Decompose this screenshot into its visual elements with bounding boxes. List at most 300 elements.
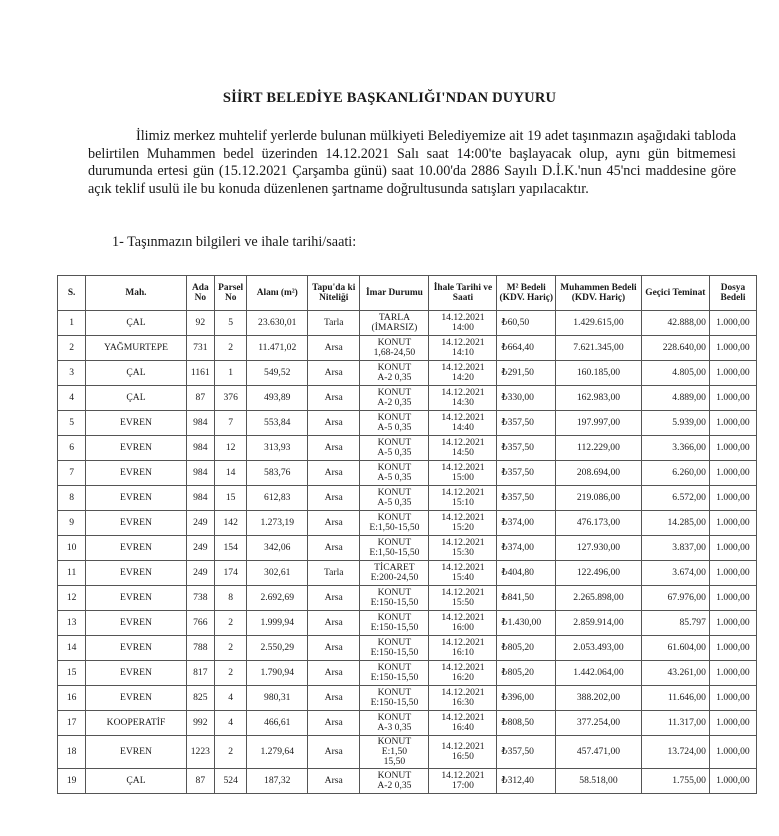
table-row xyxy=(58,486,757,511)
cell-parsel: 142 xyxy=(214,511,246,536)
cell-ihale-tarihi xyxy=(429,461,497,486)
cell-ihale-tarihi-line: 15:30 xyxy=(452,547,474,558)
cell-ihale-tarihi-line: 14:40 xyxy=(452,422,474,433)
cell-gecici-teminat: 3.837,00 xyxy=(641,536,709,561)
cell-imar-line: E:1,50 xyxy=(381,746,408,758)
header-col-gecici-teminat: Geçici Teminat xyxy=(641,276,709,311)
cell-sira: 11 xyxy=(58,561,86,586)
cell-mahalle: EVREN xyxy=(86,636,186,661)
cell-parsel: 2 xyxy=(214,661,246,686)
cell-nitelik: Arsa xyxy=(308,611,360,636)
header-col-ihale-tarihi: İhale Tarihi ve Saati xyxy=(429,276,497,311)
cell-muhammen-bedeli: 58.518,00 xyxy=(556,769,642,794)
cell-gecici-teminat: 1.755,00 xyxy=(641,769,709,794)
cell-imar-line: 1,68-24,50 xyxy=(373,347,416,358)
cell-ihale-tarihi xyxy=(429,361,497,386)
cell-nitelik: Arsa xyxy=(308,661,360,686)
cell-imar xyxy=(360,736,429,769)
cell-parsel: 7 xyxy=(214,411,246,436)
cell-imar-line: (İMARSIZ) xyxy=(371,322,418,333)
cell-parsel: 4 xyxy=(214,711,246,736)
cell-sira: 5 xyxy=(58,411,86,436)
property-table-wrapper xyxy=(57,275,757,794)
cell-alan: 302,61 xyxy=(247,561,308,586)
cell-ihale-tarihi xyxy=(429,436,497,461)
cell-ihale-tarihi-line: 14.12.2021 xyxy=(441,770,485,782)
property-table xyxy=(57,275,757,794)
cell-imar-line: KONUT xyxy=(377,637,412,649)
cell-ihale-tarihi-line: 16:40 xyxy=(452,722,474,733)
cell-imar-line: E:150-15,50 xyxy=(370,697,419,708)
cell-m2-bedeli: ₺1.430,00 xyxy=(497,611,556,636)
cell-m2-bedeli: ₺291,50 xyxy=(497,361,556,386)
table-row xyxy=(58,411,757,436)
cell-ihale-tarihi-line: 14:50 xyxy=(452,447,474,458)
cell-muhammen-bedeli: 7.621.345,00 xyxy=(556,336,642,361)
table-row xyxy=(58,386,757,411)
cell-ihale-tarihi xyxy=(429,536,497,561)
cell-parsel: 15 xyxy=(214,486,246,511)
cell-sira: 17 xyxy=(58,711,86,736)
cell-ihale-tarihi-line: 14.12.2021 xyxy=(441,687,485,699)
cell-ihale-tarihi-line: 14:20 xyxy=(452,372,474,383)
cell-m2-bedeli: ₺357,50 xyxy=(497,411,556,436)
cell-ihale-tarihi-line: 14.12.2021 xyxy=(441,312,485,324)
cell-alan: 1.999,94 xyxy=(247,611,308,636)
cell-alan: 2.550,29 xyxy=(247,636,308,661)
cell-ada: 1161 xyxy=(186,361,214,386)
cell-dosya-bedeli: 1.000,00 xyxy=(709,536,756,561)
cell-m2-bedeli: ₺841,50 xyxy=(497,586,556,611)
cell-parsel: 12 xyxy=(214,436,246,461)
table-row xyxy=(58,661,757,686)
cell-imar-line: A-2 0,35 xyxy=(377,780,412,791)
cell-ihale-tarihi xyxy=(429,736,497,769)
cell-imar-line: KONUT xyxy=(377,487,412,499)
cell-gecici-teminat: 4.889,00 xyxy=(641,386,709,411)
cell-mahalle: EVREN xyxy=(86,661,186,686)
cell-imar-line: KONUT xyxy=(377,736,412,748)
cell-nitelik: Arsa xyxy=(308,386,360,411)
cell-gecici-teminat: 14.285,00 xyxy=(641,511,709,536)
cell-muhammen-bedeli: 197.997,00 xyxy=(556,411,642,436)
cell-imar xyxy=(360,611,429,636)
cell-ihale-tarihi-line: 15:40 xyxy=(452,572,474,583)
cell-alan: 493,89 xyxy=(247,386,308,411)
cell-nitelik: Arsa xyxy=(308,769,360,794)
cell-imar-line: E:150-15,50 xyxy=(370,672,419,683)
cell-gecici-teminat: 13.724,00 xyxy=(641,736,709,769)
cell-dosya-bedeli: 1.000,00 xyxy=(709,461,756,486)
cell-ihale-tarihi-line: 17:00 xyxy=(452,780,474,791)
cell-imar xyxy=(360,561,429,586)
header-col-dosya-bedeli: Dosya Bedeli xyxy=(709,276,756,311)
cell-mahalle: EVREN xyxy=(86,561,186,586)
cell-sira: 16 xyxy=(58,686,86,711)
cell-ada: 788 xyxy=(186,636,214,661)
cell-ihale-tarihi xyxy=(429,386,497,411)
cell-mahalle: EVREN xyxy=(86,736,186,769)
cell-ihale-tarihi-line: 15:20 xyxy=(452,522,474,533)
table-row xyxy=(58,436,757,461)
cell-imar-line: KONUT xyxy=(377,412,412,424)
cell-gecici-teminat: 6.260,00 xyxy=(641,461,709,486)
cell-sira: 6 xyxy=(58,436,86,461)
cell-nitelik: Arsa xyxy=(308,336,360,361)
cell-ihale-tarihi-line: 14.12.2021 xyxy=(441,462,485,474)
header-col-alan: Alanı (m²) xyxy=(247,276,308,311)
cell-dosya-bedeli: 1.000,00 xyxy=(709,611,756,636)
cell-alan: 23.630,01 xyxy=(247,311,308,336)
cell-alan: 342,06 xyxy=(247,536,308,561)
cell-sira: 15 xyxy=(58,661,86,686)
cell-alan: 313,93 xyxy=(247,436,308,461)
cell-nitelik: Tarla xyxy=(308,311,360,336)
cell-imar-line: KONUT xyxy=(377,770,412,782)
cell-ihale-tarihi xyxy=(429,586,497,611)
cell-dosya-bedeli: 1.000,00 xyxy=(709,636,756,661)
cell-muhammen-bedeli: 1.429.615,00 xyxy=(556,311,642,336)
cell-imar-line: KONUT xyxy=(377,362,412,374)
cell-ada: 817 xyxy=(186,661,214,686)
cell-sira: 7 xyxy=(58,461,86,486)
cell-ihale-tarihi-line: 16:50 xyxy=(452,751,474,762)
table-row xyxy=(58,511,757,536)
cell-imar-line: A-5 0,35 xyxy=(377,497,412,508)
table-row xyxy=(58,561,757,586)
cell-ihale-tarihi-line: 16:20 xyxy=(452,672,474,683)
cell-m2-bedeli: ₺330,00 xyxy=(497,386,556,411)
cell-ihale-tarihi-line: 14.12.2021 xyxy=(441,337,485,349)
cell-ihale-tarihi-line: 16:00 xyxy=(452,622,474,633)
cell-muhammen-bedeli: 219.086,00 xyxy=(556,486,642,511)
header-col-imar: İmar Durumu xyxy=(360,276,429,311)
cell-ihale-tarihi xyxy=(429,769,497,794)
header-col-muhammen-bedeli: Muhammen Bedeli (KDV. Hariç) xyxy=(556,276,642,311)
cell-dosya-bedeli: 1.000,00 xyxy=(709,336,756,361)
cell-ihale-tarihi xyxy=(429,661,497,686)
cell-imar xyxy=(360,336,429,361)
cell-imar xyxy=(360,661,429,686)
cell-dosya-bedeli: 1.000,00 xyxy=(709,386,756,411)
cell-imar-line: E:200-24,50 xyxy=(370,572,419,583)
cell-dosya-bedeli: 1.000,00 xyxy=(709,736,756,769)
cell-imar-line: TARLA xyxy=(378,312,411,324)
cell-alan: 1.279,64 xyxy=(247,736,308,769)
cell-imar-line: KONUT xyxy=(377,687,412,699)
cell-dosya-bedeli: 1.000,00 xyxy=(709,711,756,736)
cell-m2-bedeli: ₺357,50 xyxy=(497,436,556,461)
cell-alan: 2.692,69 xyxy=(247,586,308,611)
cell-alan: 549,52 xyxy=(247,361,308,386)
cell-ihale-tarihi xyxy=(429,511,497,536)
cell-sira: 4 xyxy=(58,386,86,411)
cell-m2-bedeli: ₺312,40 xyxy=(497,769,556,794)
table-row xyxy=(58,636,757,661)
cell-gecici-teminat: 85.797 xyxy=(641,611,709,636)
cell-ihale-tarihi-line: 16:30 xyxy=(452,697,474,708)
header-col-sira: S. xyxy=(58,276,86,311)
cell-parsel: 5 xyxy=(214,311,246,336)
cell-imar xyxy=(360,461,429,486)
cell-ihale-tarihi-line: 14.12.2021 xyxy=(441,562,485,574)
announcement-title: SİİRT BELEDİYE BAŞKANLIĞI'NDAN DUYURU xyxy=(222,90,557,106)
intro-paragraph xyxy=(88,128,736,198)
cell-ada: 92 xyxy=(186,311,214,336)
cell-ada: 984 xyxy=(186,411,214,436)
cell-ihale-tarihi xyxy=(429,311,497,336)
cell-m2-bedeli: ₺357,50 xyxy=(497,486,556,511)
cell-ada: 249 xyxy=(186,536,214,561)
header-col-ada: Ada No xyxy=(186,276,214,311)
cell-alan: 980,31 xyxy=(247,686,308,711)
cell-ihale-tarihi xyxy=(429,611,497,636)
cell-dosya-bedeli: 1.000,00 xyxy=(709,436,756,461)
header-col-nitelik: Tapu'da ki Niteliği xyxy=(308,276,360,311)
cell-imar-line: E:150-15,50 xyxy=(370,647,419,658)
cell-muhammen-bedeli: 1.442.064,00 xyxy=(556,661,642,686)
cell-mahalle: KOOPERATİF xyxy=(86,711,186,736)
cell-alan: 553,84 xyxy=(247,411,308,436)
cell-nitelik: Arsa xyxy=(308,636,360,661)
cell-imar xyxy=(360,411,429,436)
cell-m2-bedeli: ₺374,00 xyxy=(497,536,556,561)
cell-ihale-tarihi-line: 14.12.2021 xyxy=(441,637,485,649)
cell-mahalle: EVREN xyxy=(86,536,186,561)
cell-imar xyxy=(360,536,429,561)
cell-imar-line: KONUT xyxy=(377,537,412,549)
cell-m2-bedeli: ₺357,50 xyxy=(497,736,556,769)
header-col-m2-bedeli: M² Bedeli (KDV. Hariç) xyxy=(497,276,556,311)
cell-muhammen-bedeli: 162.983,00 xyxy=(556,386,642,411)
cell-gecici-teminat: 11.646,00 xyxy=(641,686,709,711)
cell-gecici-teminat: 5.939,00 xyxy=(641,411,709,436)
cell-ihale-tarihi xyxy=(429,561,497,586)
cell-m2-bedeli: ₺357,50 xyxy=(497,461,556,486)
cell-muhammen-bedeli: 127.930,00 xyxy=(556,536,642,561)
cell-ada: 825 xyxy=(186,686,214,711)
cell-parsel: 524 xyxy=(214,769,246,794)
cell-imar-line: A-2 0,35 xyxy=(377,397,412,408)
cell-alan: 187,32 xyxy=(247,769,308,794)
cell-muhammen-bedeli: 208.694,00 xyxy=(556,461,642,486)
cell-mahalle: ÇAL xyxy=(86,769,186,794)
cell-ihale-tarihi-line: 14:00 xyxy=(452,322,474,333)
cell-mahalle: EVREN xyxy=(86,511,186,536)
cell-imar-line: KONUT xyxy=(377,587,412,599)
table-body xyxy=(58,311,757,794)
cell-m2-bedeli: ₺396,00 xyxy=(497,686,556,711)
cell-gecici-teminat: 67.976,00 xyxy=(641,586,709,611)
cell-muhammen-bedeli: 112.229,00 xyxy=(556,436,642,461)
cell-sira: 3 xyxy=(58,361,86,386)
cell-nitelik: Arsa xyxy=(308,436,360,461)
table-row xyxy=(58,711,757,736)
cell-ihale-tarihi-line: 14.12.2021 xyxy=(441,487,485,499)
cell-imar xyxy=(360,636,429,661)
cell-nitelik: Arsa xyxy=(308,486,360,511)
cell-ihale-tarihi-line: 14.12.2021 xyxy=(441,587,485,599)
cell-imar-line: KONUT xyxy=(377,387,412,399)
cell-ihale-tarihi-line: 15:00 xyxy=(452,472,474,483)
cell-m2-bedeli: ₺805,20 xyxy=(497,661,556,686)
cell-imar xyxy=(360,386,429,411)
cell-imar-line: A-5 0,35 xyxy=(377,447,412,458)
cell-ihale-tarihi-line: 14.12.2021 xyxy=(441,412,485,424)
cell-mahalle: EVREN xyxy=(86,461,186,486)
cell-imar-line: A-3 0,35 xyxy=(377,722,412,733)
cell-mahalle: EVREN xyxy=(86,486,186,511)
cell-ihale-tarihi xyxy=(429,411,497,436)
cell-nitelik: Arsa xyxy=(308,736,360,769)
cell-ada: 738 xyxy=(186,586,214,611)
table-row xyxy=(58,311,757,336)
cell-mahalle: EVREN xyxy=(86,586,186,611)
cell-nitelik: Arsa xyxy=(308,361,360,386)
cell-nitelik: Arsa xyxy=(308,511,360,536)
cell-imar xyxy=(360,511,429,536)
cell-m2-bedeli: ₺404,80 xyxy=(497,561,556,586)
cell-imar xyxy=(360,586,429,611)
cell-gecici-teminat: 4.805,00 xyxy=(641,361,709,386)
cell-imar-line: KONUT xyxy=(377,712,412,724)
cell-imar-line: KONUT xyxy=(377,437,412,449)
cell-mahalle: ÇAL xyxy=(86,361,186,386)
cell-parsel: 376 xyxy=(214,386,246,411)
cell-m2-bedeli: ₺808,50 xyxy=(497,711,556,736)
cell-dosya-bedeli: 1.000,00 xyxy=(709,686,756,711)
cell-ada: 87 xyxy=(186,769,214,794)
cell-nitelik: Arsa xyxy=(308,586,360,611)
cell-parsel: 2 xyxy=(214,636,246,661)
cell-mahalle: EVREN xyxy=(86,411,186,436)
cell-muhammen-bedeli: 122.496,00 xyxy=(556,561,642,586)
cell-m2-bedeli: ₺60,50 xyxy=(497,311,556,336)
cell-dosya-bedeli: 1.000,00 xyxy=(709,486,756,511)
header-col-parsel: Parsel No xyxy=(214,276,246,311)
cell-ihale-tarihi-line: 14.12.2021 xyxy=(441,362,485,374)
cell-imar-line: KONUT xyxy=(377,662,412,674)
cell-alan: 1.273,19 xyxy=(247,511,308,536)
cell-mahalle: EVREN xyxy=(86,686,186,711)
cell-gecici-teminat: 3.366,00 xyxy=(641,436,709,461)
cell-mahalle: EVREN xyxy=(86,611,186,636)
cell-sira: 1 xyxy=(58,311,86,336)
cell-ihale-tarihi-line: 14.12.2021 xyxy=(441,662,485,674)
cell-imar xyxy=(360,361,429,386)
cell-ihale-tarihi-line: 14.12.2021 xyxy=(441,387,485,399)
cell-ihale-tarihi-line: 14:30 xyxy=(452,397,474,408)
cell-imar-line: A-2 0,35 xyxy=(377,372,412,383)
cell-ihale-tarihi-line: 16:10 xyxy=(452,647,474,658)
cell-muhammen-bedeli: 457.471,00 xyxy=(556,736,642,769)
cell-ihale-tarihi-line: 14.12.2021 xyxy=(441,741,485,753)
cell-ihale-tarihi-line: 14.12.2021 xyxy=(441,712,485,724)
cell-parsel: 2 xyxy=(214,336,246,361)
cell-mahalle: YAĞMURTEPE xyxy=(86,336,186,361)
cell-dosya-bedeli: 1.000,00 xyxy=(709,511,756,536)
cell-muhammen-bedeli: 2.053.493,00 xyxy=(556,636,642,661)
cell-alan: 11.471,02 xyxy=(247,336,308,361)
cell-muhammen-bedeli: 2.265.898,00 xyxy=(556,586,642,611)
cell-imar-line: KONUT xyxy=(377,337,412,349)
cell-ihale-tarihi xyxy=(429,636,497,661)
cell-parsel: 4 xyxy=(214,686,246,711)
cell-gecici-teminat: 6.572,00 xyxy=(641,486,709,511)
table-row xyxy=(58,686,757,711)
cell-nitelik: Arsa xyxy=(308,461,360,486)
cell-ada: 1223 xyxy=(186,736,214,769)
cell-muhammen-bedeli: 377.254,00 xyxy=(556,711,642,736)
cell-imar xyxy=(360,769,429,794)
cell-nitelik: Arsa xyxy=(308,536,360,561)
cell-ihale-tarihi-line: 14.12.2021 xyxy=(441,437,485,449)
cell-imar-line: E:150-15,50 xyxy=(370,622,419,633)
cell-alan: 466,61 xyxy=(247,711,308,736)
table-row xyxy=(58,736,757,769)
cell-sira: 19 xyxy=(58,769,86,794)
cell-dosya-bedeli: 1.000,00 xyxy=(709,661,756,686)
cell-gecici-teminat: 11.317,00 xyxy=(641,711,709,736)
table-row xyxy=(58,536,757,561)
cell-muhammen-bedeli: 160.185,00 xyxy=(556,361,642,386)
cell-ada: 766 xyxy=(186,611,214,636)
cell-dosya-bedeli: 1.000,00 xyxy=(709,586,756,611)
cell-imar-line: E:1,50-15,50 xyxy=(369,522,420,533)
cell-imar-line: A-5 0,35 xyxy=(377,472,412,483)
cell-imar xyxy=(360,686,429,711)
cell-alan: 612,83 xyxy=(247,486,308,511)
cell-ihale-tarihi-line: 14:10 xyxy=(452,347,474,358)
cell-alan: 583,76 xyxy=(247,461,308,486)
cell-imar-line: KONUT xyxy=(377,512,412,524)
cell-ihale-tarihi-line: 14.12.2021 xyxy=(441,612,485,624)
table-row xyxy=(58,461,757,486)
table-row xyxy=(58,336,757,361)
cell-ihale-tarihi xyxy=(429,336,497,361)
cell-gecici-teminat: 43.261,00 xyxy=(641,661,709,686)
cell-ihale-tarihi-line: 15:10 xyxy=(452,497,474,508)
cell-ihale-tarihi xyxy=(429,686,497,711)
cell-dosya-bedeli: 1.000,00 xyxy=(709,411,756,436)
cell-ada: 984 xyxy=(186,436,214,461)
cell-gecici-teminat: 3.674,00 xyxy=(641,561,709,586)
cell-imar-line: KONUT xyxy=(377,612,412,624)
cell-gecici-teminat: 42.888,00 xyxy=(641,311,709,336)
cell-nitelik: Arsa xyxy=(308,411,360,436)
table-row xyxy=(58,611,757,636)
cell-alan: 1.790,94 xyxy=(247,661,308,686)
table-row xyxy=(58,361,757,386)
cell-parsel: 1 xyxy=(214,361,246,386)
header-col-mahalle: Mah. xyxy=(86,276,186,311)
cell-mahalle: EVREN xyxy=(86,436,186,461)
cell-mahalle: ÇAL xyxy=(86,311,186,336)
cell-muhammen-bedeli: 476.173,00 xyxy=(556,511,642,536)
table-row xyxy=(58,769,757,794)
cell-imar-line: E:1,50-15,50 xyxy=(369,547,420,558)
cell-parsel: 154 xyxy=(214,536,246,561)
table-row xyxy=(58,586,757,611)
cell-sira: 13 xyxy=(58,611,86,636)
cell-gecici-teminat: 61.604,00 xyxy=(641,636,709,661)
cell-parsel: 2 xyxy=(214,611,246,636)
cell-ada: 984 xyxy=(186,486,214,511)
cell-sira: 18 xyxy=(58,736,86,769)
cell-ihale-tarihi-line: 14.12.2021 xyxy=(441,537,485,549)
cell-mahalle: ÇAL xyxy=(86,386,186,411)
cell-imar xyxy=(360,436,429,461)
